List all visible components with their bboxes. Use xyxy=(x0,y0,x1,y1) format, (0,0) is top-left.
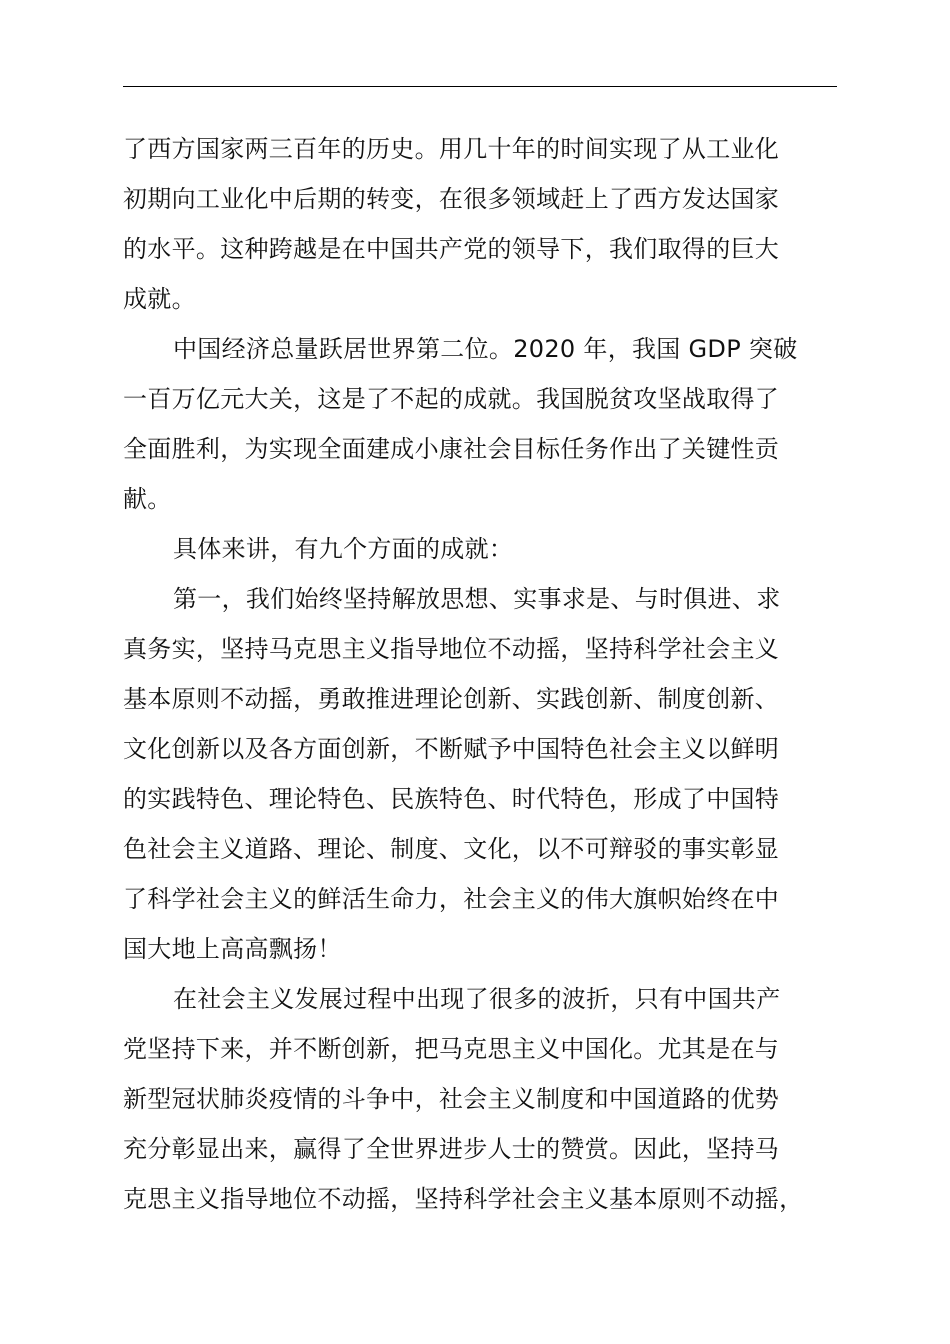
text-line: 的实践特色、理论特色、民族特色、时代特色，形成了中国特 xyxy=(123,785,780,813)
text-line: 第一，我们始终坚持解放思想、实事求是、与时俱进、求 xyxy=(173,585,781,613)
text-line: 初期向工业化中后期的转变，在很多领域赶上了西方发达国家 xyxy=(123,185,780,213)
text-line: 充分彰显出来，赢得了全世界进步人士的赞赏。因此，坚持马 xyxy=(123,1135,780,1163)
paragraph-3 xyxy=(123,524,839,574)
text-line: 克思主义指导地位不动摇，坚持科学社会主义基本原则不动摇， xyxy=(123,1185,804,1213)
text-line: 具体来讲，有九个方面的成就： xyxy=(173,535,514,563)
text-line: 基本原则不动摇，勇敢推进理论创新、实践创新、制度创新、 xyxy=(123,685,780,713)
text-line: 文化创新以及各方面创新，不断赋予中国特色社会主义以鲜明 xyxy=(123,735,780,763)
text-line: 成就。 xyxy=(123,285,196,313)
text-line: 的水平。这种跨越是在中国共产党的领导下，我们取得的巨大 xyxy=(123,235,780,263)
document-body xyxy=(123,124,839,1224)
paragraph-4 xyxy=(123,574,839,974)
text-line: 党坚持下来，并不断创新，把马克思主义中国化。尤其是在与 xyxy=(123,1035,780,1063)
text-line: 在社会主义发展过程中出现了很多的波折，只有中国共产 xyxy=(173,985,781,1013)
paragraph-1 xyxy=(123,124,839,324)
text-line: 新型冠状肺炎疫情的斗争中，社会主义制度和中国道路的优势 xyxy=(123,1085,780,1113)
text-line: 真务实，坚持马克思主义指导地位不动摇，坚持科学社会主义 xyxy=(123,635,780,663)
text-line: 国大地上高高飘扬！ xyxy=(123,935,342,963)
paragraph-5 xyxy=(123,974,839,1224)
text-line: 中国经济总量跃居世界第二位。2020 年，我国 GDP 突破 xyxy=(173,335,798,363)
paragraph-2 xyxy=(123,324,839,524)
text-line: 色社会主义道路、理论、制度、文化，以不可辩驳的事实彰显 xyxy=(123,835,780,863)
text-line: 献。 xyxy=(123,485,172,513)
header-rule xyxy=(123,86,837,87)
text-line: 了西方国家两三百年的历史。用几十年的时间实现了从工业化 xyxy=(123,135,780,163)
text-line: 了科学社会主义的鲜活生命力，社会主义的伟大旗帜始终在中 xyxy=(123,885,780,913)
text-line: 一百万亿元大关，这是了不起的成就。我国脱贫攻坚战取得了 xyxy=(123,385,780,413)
text-line: 全面胜利，为实现全面建成小康社会目标任务作出了关键性贡 xyxy=(123,435,780,463)
